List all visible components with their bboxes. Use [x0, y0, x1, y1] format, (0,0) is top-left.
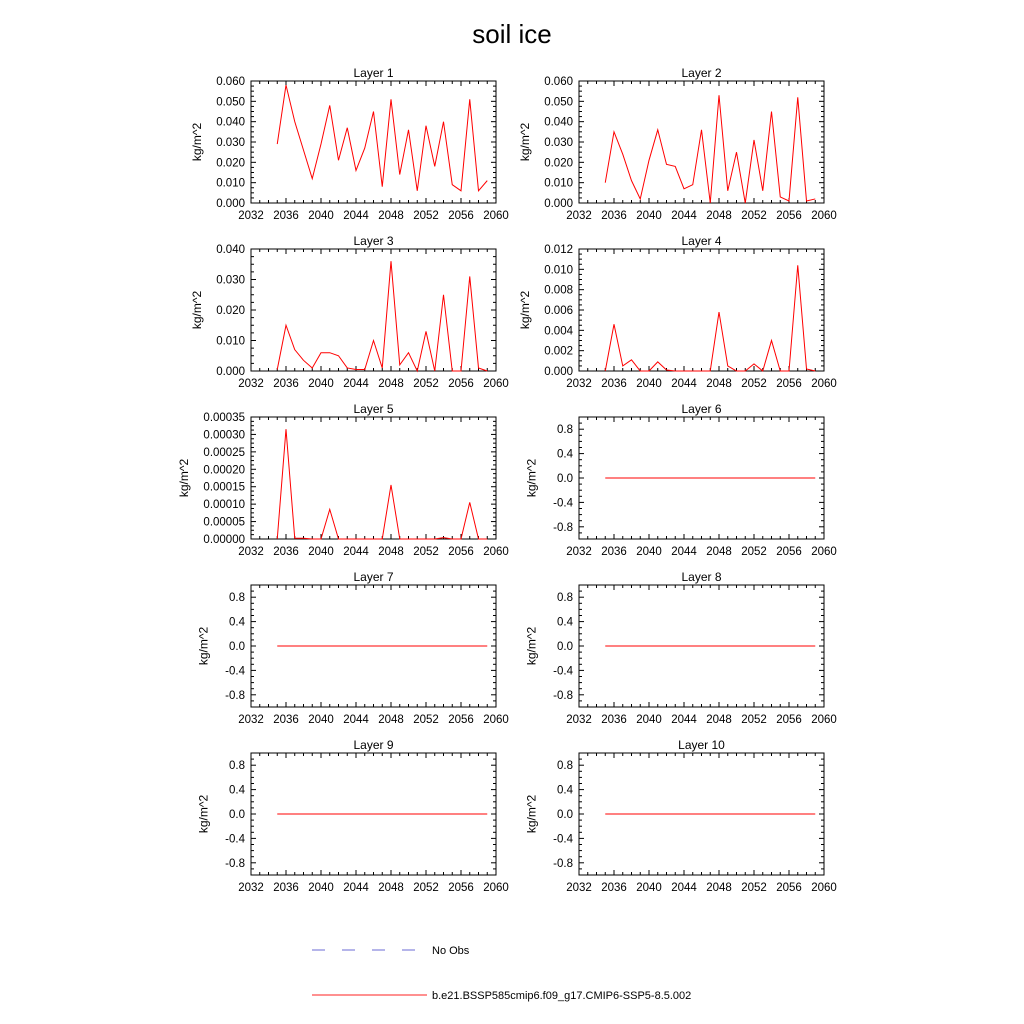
y-tick-label: 0.00020 [203, 464, 245, 477]
x-tick-label: 2060 [811, 378, 837, 390]
chart-panel-layer-10 [525, 738, 837, 894]
y-tick-label: -0.4 [225, 833, 245, 846]
y-tick-label: 0.040 [544, 116, 573, 129]
y-tick-label: 0.060 [216, 76, 245, 88]
x-tick-label: 2048 [378, 378, 404, 390]
x-tick-label: 2044 [343, 210, 369, 222]
x-tick-label: 2060 [483, 546, 509, 558]
x-tick-label: 2052 [741, 714, 767, 726]
y-tick-label: 0.00015 [203, 481, 245, 494]
y-tick-label: 0.00025 [203, 446, 245, 459]
x-tick-label: 2044 [671, 378, 697, 390]
x-tick-label: 2032 [566, 882, 592, 894]
y-tick-label: -0.8 [553, 689, 573, 702]
x-tick-label: 2032 [238, 546, 264, 558]
chart-panel-layer-4 [518, 234, 837, 390]
x-tick-label: 2052 [741, 378, 767, 390]
x-tick-label: 2044 [671, 714, 697, 726]
x-tick-label: 2048 [706, 882, 732, 894]
x-tick-label: 2060 [811, 210, 837, 222]
y-tick-label: 0.0 [557, 473, 573, 485]
y-tick-label: 0.010 [216, 335, 245, 348]
x-tick-label: 2044 [671, 210, 697, 222]
x-tick-label: 2052 [413, 882, 439, 894]
x-tick-label: 2048 [706, 210, 732, 222]
panel-title: Layer 2 [681, 66, 722, 80]
y-tick-label: 0.050 [544, 96, 573, 109]
y-tick-label: 0.040 [216, 116, 245, 129]
x-tick-label: 2036 [273, 714, 299, 726]
x-tick-label: 2036 [601, 546, 627, 558]
y-axis-label: kg/m^2 [524, 626, 539, 666]
chart-panel-layer-1 [190, 66, 509, 222]
x-tick-label: 2048 [378, 210, 404, 222]
y-tick-label: 0.000 [216, 198, 245, 210]
x-tick-label: 2040 [636, 882, 662, 894]
x-tick-label: 2048 [378, 546, 404, 558]
y-tick-label: 0.8 [557, 760, 573, 773]
panels-grid [177, 66, 837, 894]
x-tick-label: 2060 [483, 378, 509, 390]
x-tick-label: 2044 [671, 882, 697, 894]
x-tick-label: 2048 [378, 882, 404, 894]
panel-title: Layer 5 [353, 402, 394, 416]
y-tick-label: 0.8 [229, 760, 245, 773]
y-tick-label: -0.8 [225, 857, 245, 870]
x-tick-label: 2048 [706, 546, 732, 558]
y-tick-label: 0.020 [216, 157, 245, 170]
x-tick-label: 2036 [601, 714, 627, 726]
y-tick-label: 0.050 [216, 96, 245, 109]
x-tick-label: 2056 [776, 714, 802, 726]
x-tick-label: 2052 [413, 378, 439, 390]
x-tick-label: 2060 [483, 210, 509, 222]
x-tick-label: 2040 [308, 378, 334, 390]
y-tick-label: -0.4 [553, 833, 573, 846]
panel-title: Layer 10 [678, 738, 725, 752]
x-tick-label: 2044 [343, 546, 369, 558]
x-tick-label: 2036 [273, 378, 299, 390]
x-tick-label: 2044 [343, 882, 369, 894]
y-tick-label: 0.8 [229, 592, 245, 605]
panel-title: Layer 1 [353, 66, 394, 80]
y-tick-label: 0.00010 [203, 499, 245, 512]
y-tick-label: 0.030 [216, 274, 245, 287]
y-tick-label: 0.030 [216, 137, 245, 149]
legend [312, 945, 691, 1002]
x-tick-label: 2040 [636, 210, 662, 222]
y-tick-label: 0.4 [557, 448, 573, 461]
x-tick-label: 2032 [238, 882, 264, 894]
panel-title: Layer 7 [353, 570, 394, 584]
y-tick-label: 0.020 [216, 305, 245, 317]
y-tick-label: 0.000 [544, 366, 573, 378]
x-tick-label: 2052 [741, 210, 767, 222]
y-tick-label: 0.012 [544, 244, 573, 256]
x-tick-label: 2040 [636, 714, 662, 726]
y-axis-label: kg/m^2 [196, 626, 211, 666]
y-tick-label: 0.4 [229, 784, 245, 797]
y-tick-label: -0.8 [553, 857, 573, 870]
y-tick-label: 0.4 [557, 784, 573, 797]
x-tick-label: 2060 [811, 882, 837, 894]
x-tick-label: 2056 [448, 546, 474, 558]
x-tick-label: 2056 [448, 210, 474, 222]
legend-label-model: b.e21.BSSP585cmip6.f09_g17.CMIP6-SSP5-8.5.002 [432, 990, 692, 1002]
y-tick-label: 0.0 [557, 809, 573, 821]
page-title: soil ice [472, 19, 552, 49]
plot-frame [251, 417, 496, 539]
y-tick-label: 0.010 [544, 264, 573, 277]
y-tick-label: 0.002 [544, 345, 573, 358]
panel-title: Layer 6 [681, 402, 722, 416]
y-axis-label: kg/m^2 [518, 290, 532, 330]
series-line [605, 95, 815, 203]
series-line [277, 85, 487, 191]
x-tick-label: 2040 [308, 882, 334, 894]
y-axis-label: kg/m^2 [196, 794, 211, 834]
chart-panel-layer-2 [518, 66, 837, 222]
x-tick-label: 2040 [308, 546, 334, 558]
x-tick-label: 2060 [483, 714, 509, 726]
y-tick-label: 0.010 [544, 177, 573, 190]
y-tick-label: 0.000 [544, 198, 573, 210]
x-tick-label: 2052 [741, 546, 767, 558]
y-tick-label: 0.4 [229, 616, 245, 629]
x-tick-label: 2036 [273, 546, 299, 558]
legend-label-no-obs: No Obs [432, 945, 470, 957]
x-tick-label: 2056 [776, 546, 802, 558]
panel-title: Layer 9 [353, 738, 394, 752]
x-tick-label: 2032 [566, 714, 592, 726]
series-line [605, 265, 815, 371]
y-tick-label: -0.4 [553, 497, 573, 510]
plot-frame [579, 81, 824, 203]
chart-panel-layer-5 [177, 402, 509, 558]
y-tick-label: 0.008 [544, 284, 573, 297]
x-tick-label: 2048 [378, 714, 404, 726]
x-tick-label: 2056 [776, 210, 802, 222]
y-tick-label: 0.004 [544, 325, 573, 338]
x-tick-label: 2040 [308, 714, 334, 726]
x-tick-label: 2044 [343, 378, 369, 390]
x-tick-label: 2032 [566, 378, 592, 390]
x-tick-label: 2032 [566, 546, 592, 558]
x-tick-label: 2040 [636, 378, 662, 390]
y-tick-label: 0.010 [216, 177, 245, 190]
y-tick-label: 0.0 [557, 641, 573, 653]
x-tick-label: 2032 [238, 714, 264, 726]
chart-panel-layer-6 [525, 402, 837, 558]
y-tick-label: 0.0 [229, 641, 245, 653]
x-tick-label: 2052 [413, 714, 439, 726]
x-tick-label: 2052 [413, 546, 439, 558]
x-tick-label: 2032 [238, 378, 264, 390]
y-axis-label: kg/m^2 [190, 290, 204, 330]
x-tick-label: 2036 [601, 882, 627, 894]
y-tick-label: 0.8 [557, 424, 573, 437]
x-tick-label: 2044 [343, 714, 369, 726]
chart-panel-layer-3 [190, 234, 509, 390]
plot-frame [251, 249, 496, 371]
x-tick-label: 2048 [706, 714, 732, 726]
y-tick-label: -0.4 [553, 665, 573, 678]
y-tick-label: -0.4 [225, 665, 245, 678]
y-axis-label: kg/m^2 [524, 794, 539, 834]
panel-title: Layer 8 [681, 570, 722, 584]
y-tick-label: 0.060 [544, 76, 573, 88]
x-tick-label: 2056 [448, 882, 474, 894]
y-tick-label: -0.8 [553, 521, 573, 534]
y-tick-label: 0.8 [557, 592, 573, 605]
y-tick-label: 0.00005 [203, 516, 245, 529]
x-tick-label: 2040 [636, 546, 662, 558]
y-axis-label: kg/m^2 [524, 458, 539, 498]
x-tick-label: 2056 [776, 882, 802, 894]
x-tick-label: 2056 [448, 714, 474, 726]
x-tick-label: 2036 [601, 210, 627, 222]
y-tick-label: 0.00030 [203, 429, 245, 442]
y-axis-label: kg/m^2 [176, 458, 191, 498]
y-tick-label: 0.020 [544, 157, 573, 170]
chart-panel-layer-8 [525, 570, 837, 726]
x-tick-label: 2052 [413, 210, 439, 222]
y-tick-label: 0.006 [544, 305, 573, 317]
x-tick-label: 2040 [308, 210, 334, 222]
y-tick-label: 0.0 [229, 809, 245, 821]
x-tick-label: 2036 [601, 378, 627, 390]
x-tick-label: 2060 [811, 714, 837, 726]
x-tick-label: 2048 [706, 378, 732, 390]
panel-title: Layer 4 [681, 234, 722, 248]
x-tick-label: 2056 [776, 378, 802, 390]
x-tick-label: 2060 [483, 882, 509, 894]
x-tick-label: 2060 [811, 546, 837, 558]
y-tick-label: 0.00035 [203, 412, 245, 424]
plot-frame [579, 249, 824, 371]
chart-panel-layer-7 [197, 570, 509, 726]
y-tick-label: 0.4 [557, 616, 573, 629]
series-line [277, 261, 487, 371]
y-axis-label: kg/m^2 [190, 122, 204, 162]
panel-title: Layer 3 [353, 234, 394, 248]
y-tick-label: 0.000 [216, 366, 245, 378]
series-line [277, 429, 487, 539]
chart-panel-layer-9 [197, 738, 509, 894]
y-tick-label: 0.030 [544, 137, 573, 149]
y-tick-label: 0.040 [216, 244, 245, 256]
y-axis-label: kg/m^2 [518, 122, 532, 162]
y-tick-label: -0.8 [225, 689, 245, 702]
x-tick-label: 2056 [448, 378, 474, 390]
plot-frame [251, 81, 496, 203]
x-tick-label: 2032 [566, 210, 592, 222]
y-tick-label: 0.00000 [203, 534, 245, 546]
x-tick-label: 2036 [273, 882, 299, 894]
x-tick-label: 2052 [741, 882, 767, 894]
x-tick-label: 2044 [671, 546, 697, 558]
x-tick-label: 2036 [273, 210, 299, 222]
x-tick-label: 2032 [238, 210, 264, 222]
